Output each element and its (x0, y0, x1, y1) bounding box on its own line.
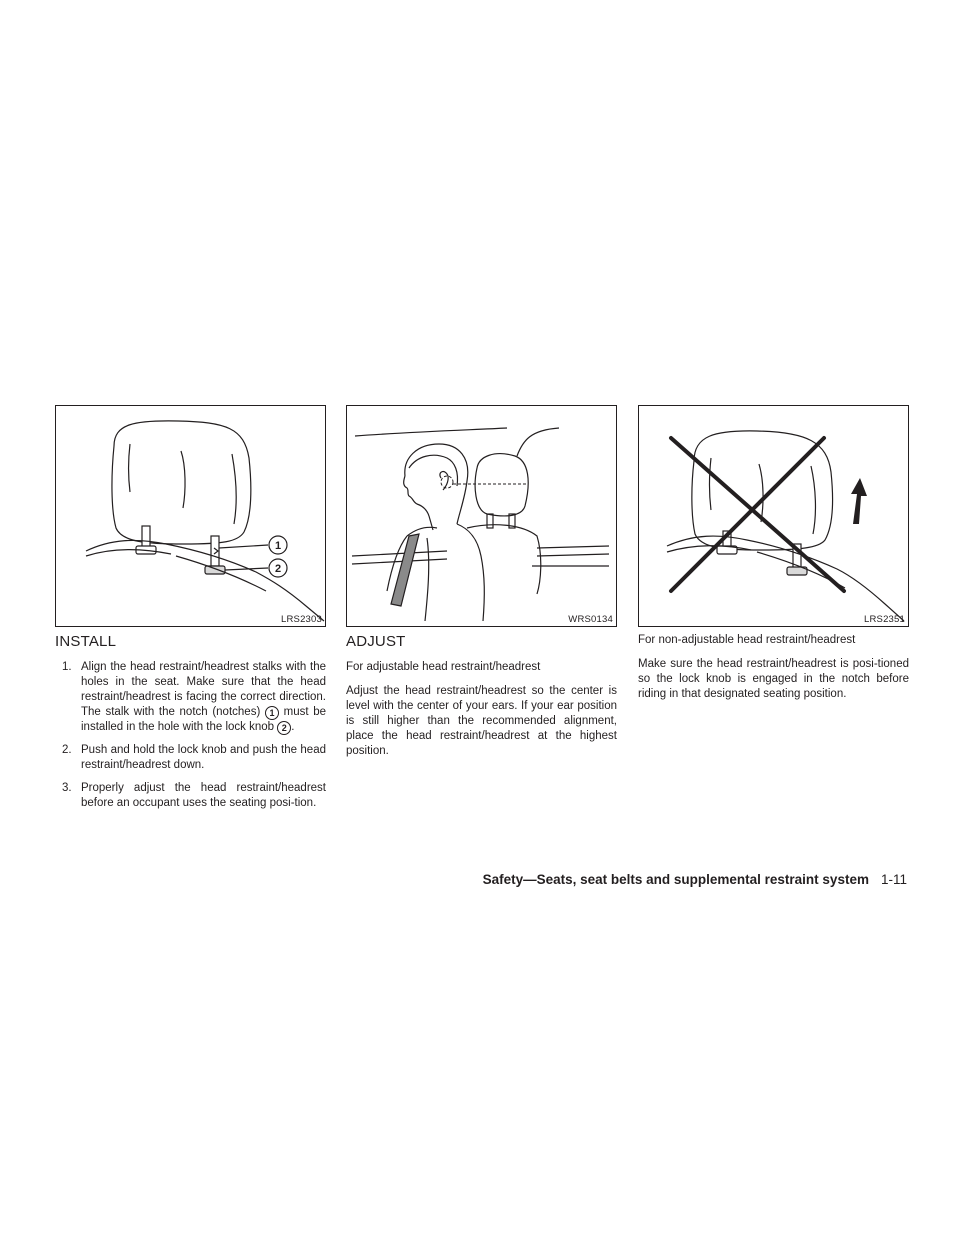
headrest-incorrect-illustration (639, 406, 908, 626)
page-footer (380, 872, 907, 887)
section-title: Safety—Seats, seat belts and supplemental restraint system (482, 872, 869, 887)
headrest-install-illustration (56, 406, 325, 626)
list-item: 3. Properly adjust the head restraint/headrest before an occupant uses the seating posi-tion. (62, 782, 326, 809)
nonadjustable-subheading: For non-adjustable head restraint/headrest (638, 634, 856, 646)
callout-1: 1 (274, 540, 282, 552)
callout-2: 2 (274, 563, 282, 575)
figure-code: LRS2303 (280, 614, 322, 625)
figure-code: LRS2351 (863, 614, 905, 625)
install-column (55, 405, 326, 819)
nonadjustable-column (638, 405, 909, 711)
ref-callout-1: 1 (265, 706, 279, 720)
adjust-column (346, 405, 617, 768)
install-steps (55, 660, 326, 811)
list-item: 2. Push and hold the lock knob and push the head restraint/headrest down. (62, 744, 326, 771)
figure-code: WRS0134 (568, 614, 613, 625)
adjust-heading: ADJUST (346, 633, 406, 650)
adjust-body: Adjust the head restraint/headrest so the center is level with the center of your ears. If your ear position is still higher than the recommended alignment, place the head restraint/headrest at the highest position. (346, 685, 617, 757)
adjust-figure (346, 405, 617, 627)
install-figure (55, 405, 326, 627)
nonadjustable-body: Make sure the head restraint/headrest is posi-tioned so the lock knob is engaged in the notch before riding in that designated seating position. (638, 658, 909, 700)
page-number: 1-11 (880, 872, 907, 887)
up-arrow-icon (851, 478, 867, 524)
nonadjustable-figure (638, 405, 909, 627)
ref-callout-2: 2 (277, 721, 291, 735)
adjust-subheading: For adjustable head restraint/headrest (346, 661, 541, 673)
list-item: 1. Align the head restraint/headrest stalks with the holes in the seat. Make sure that the head restraint/headrest is facing the correct direction. The stalk with the notch (notches) 1 must be installed in the hole with the lock knob 2 . (62, 661, 326, 733)
install-heading: INSTALL (55, 633, 117, 650)
occupant-headrest-illustration (347, 406, 616, 626)
